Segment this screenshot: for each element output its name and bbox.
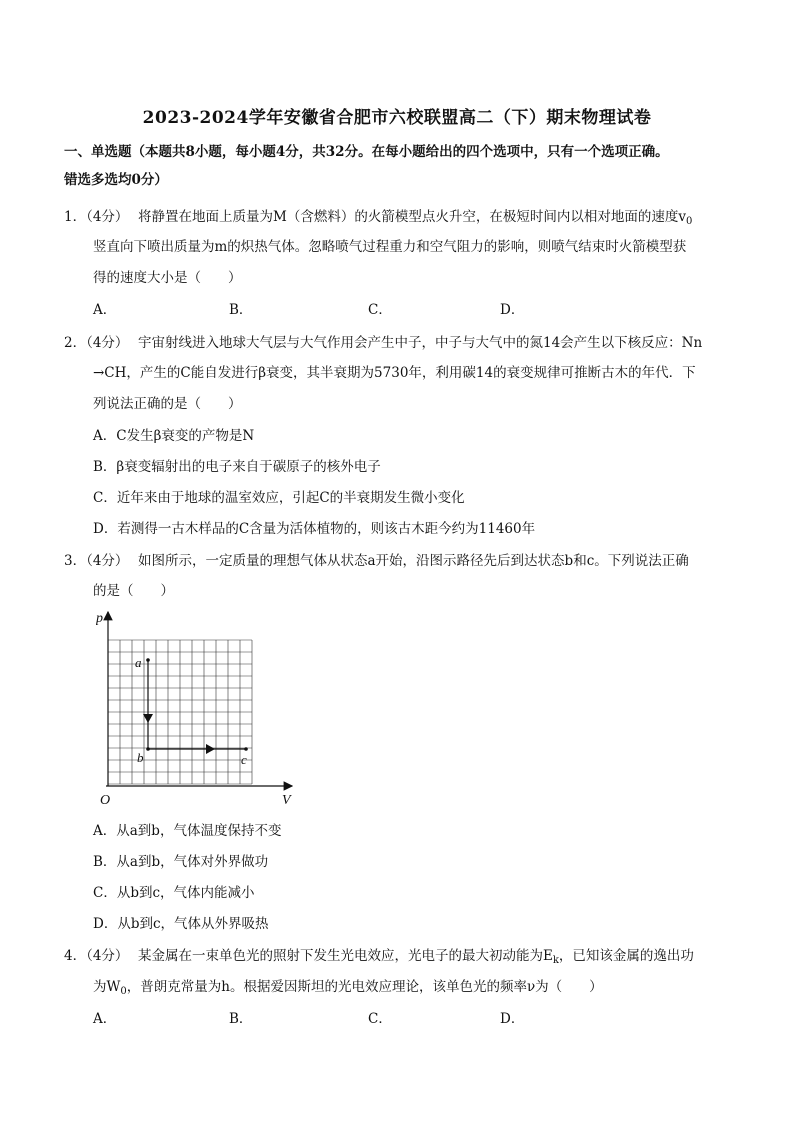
point-c-label: c: [241, 752, 247, 767]
question-2-option-d: D．若测得一古木样品的C含量为活体植物的，则该古木距今约为11460年: [93, 521, 536, 537]
question-1-line2: 竖直向下喷出质量为m的炽热气体。忽略喷气过程重力和空气阻力的影响，则喷气结束时火箭模型获: [93, 239, 687, 255]
question-2-number: 2．（4分）: [64, 335, 129, 351]
question-2-line3: 列说法正确的是（ ）: [93, 396, 242, 412]
question-1-option-b: B．: [229, 302, 253, 318]
point-a: [146, 658, 150, 662]
question-1-line3: 得的速度大小是（ ）: [93, 270, 242, 286]
arrow-b-to-c: [206, 744, 215, 754]
question-4-number: 4．（4分）: [64, 948, 129, 964]
question-4-line2: 为$W_0$，普朗克常量为h。根据爱因斯坦的光电效应理论，该单色光的频率ν为（ ）: [93, 979, 603, 997]
section-heading: [64, 138, 734, 194]
arrow-a-to-b: [143, 714, 153, 723]
question-4-option-d: D．: [500, 1011, 525, 1027]
question-3-option-c: C．从b到c，气体内能减小: [93, 885, 255, 901]
question-1-line1: 将静置在地面上质量为M（含燃料）的火箭模型点火升空，在极短时间内以相对地面的速度$v_0$: [138, 209, 693, 227]
point-a-label: a: [135, 655, 142, 670]
question-3-line1: 如图所示，一定质量的理想气体从状态a开始，沿图示路径先后到达状态b和c。下列说法正确: [138, 553, 689, 569]
question-3-option-a: A．从a到b，气体温度保持不变: [93, 823, 282, 839]
point-b: [146, 747, 150, 751]
question-2-option-c: C．近年来由于地球的温室效应，引起C的半衰期发生微小变化: [93, 490, 465, 506]
question-2-line2: →CH，产生的C能自发进行β衰变，其半衰期为5730年，利用碳14的衰变规律可推断古木的年代．下: [93, 365, 696, 381]
question-2-line1: 宇宙射线进入地球大气层与大气作用会产生中子，中子与大气中的氮14会产生以下核反应：Nn: [138, 335, 703, 351]
question-4-option-c: C．: [368, 1011, 392, 1027]
p-axis-label: p: [96, 611, 103, 626]
question-3-number: 3．（4分）: [64, 553, 129, 569]
question-3-option-d: D．从b到c，气体从外界吸热: [93, 916, 269, 932]
question-1-option-d: D．: [500, 302, 525, 318]
question-1-option-a: A．: [93, 302, 117, 318]
question-3-line2: 的是（ ）: [93, 583, 174, 599]
section-heading-line1: 一、单选题（本题共8小题，每小题4分，共32分。在每小题给出的四个选项中，只有一个选项正确。: [64, 144, 669, 160]
section-heading-line2: 错选多选均0分）: [64, 172, 168, 188]
question-2-option-a: A．C发生β衰变的产物是N: [93, 428, 255, 444]
question-4-option-a: A．: [93, 1011, 117, 1027]
pv-diagram: [96, 606, 302, 808]
point-c: [244, 747, 248, 751]
origin-label: O: [100, 793, 111, 808]
question-2-option-b: B．β衰变辐射出的电子来自于碳原子的核外电子: [93, 459, 381, 475]
point-b-label: b: [137, 750, 144, 765]
question-4-option-b: B．: [229, 1011, 253, 1027]
page-title: 2023-2024学年安徽省合肥市六校联盟高二（下）期末物理试卷: [142, 108, 652, 128]
question-1-number: 1．（4分）: [64, 209, 129, 225]
question-4-line1: 某金属在一束单色光的照射下发生光电效应，光电子的最大初动能为$E_k$，已知该金属的逸出功: [138, 948, 694, 966]
pv-grid: [108, 640, 252, 784]
question-1-option-c: C．: [368, 302, 392, 318]
v-axis-label: V: [282, 793, 291, 808]
question-3-option-b: B．从a到b，气体对外界做功: [93, 854, 269, 870]
